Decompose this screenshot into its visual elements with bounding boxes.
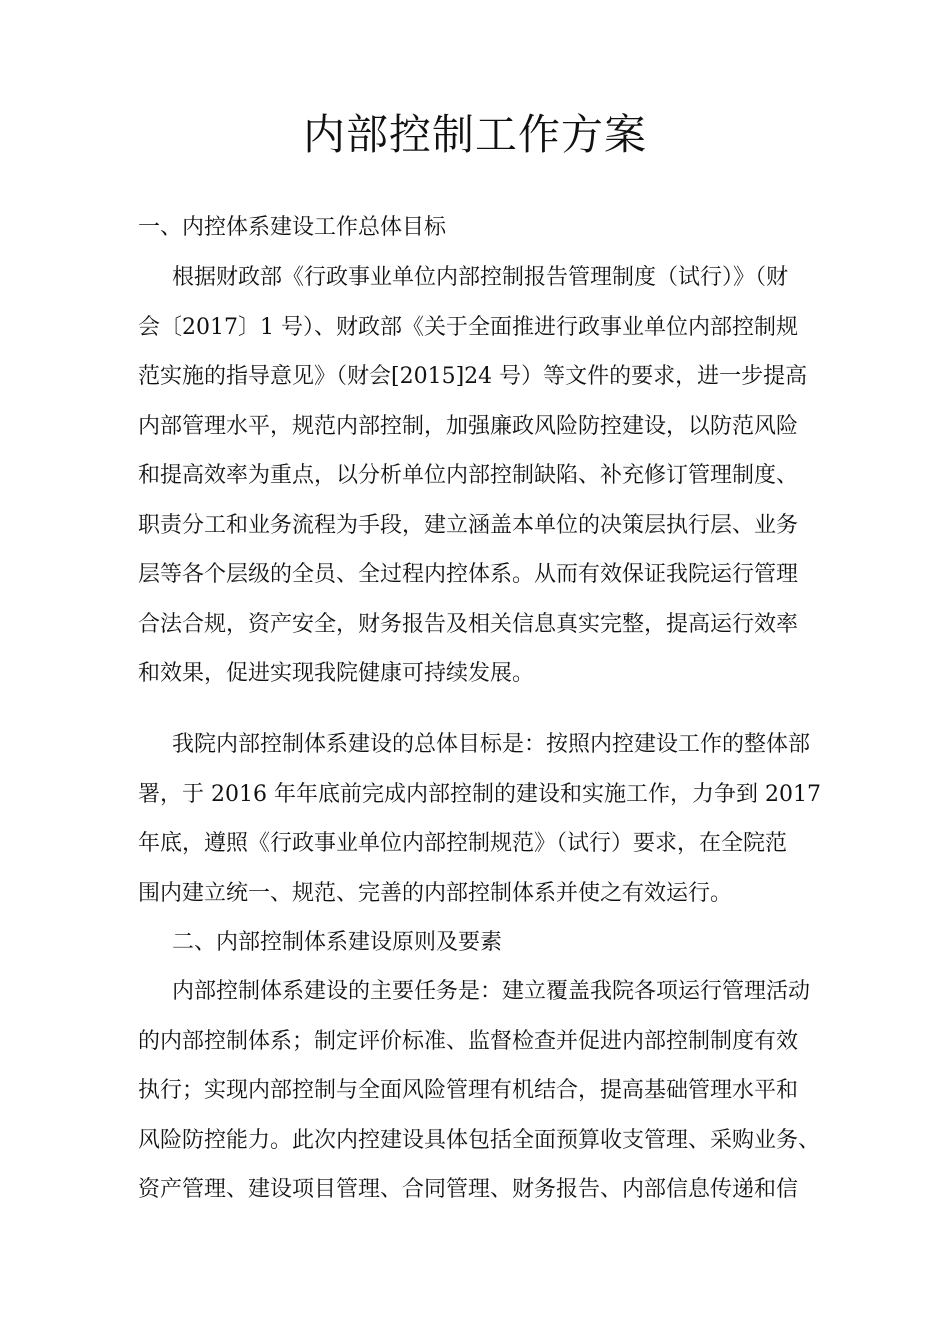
text-line: 根据财政部《行政事业单位内部控制报告管理制度（试行）》（财 (172, 265, 789, 290)
text-line: 资产管理、建设项目管理、合同管理、财务报告、内部信息传递和信 (138, 1177, 799, 1202)
text-line: 风险防控能力。此次内控建设具体包括全面预算收支管理、采购业务、 (138, 1127, 821, 1153)
section-2-paragraph-1 (138, 967, 828, 1215)
document-title: 内部控制工作方案 (302, 110, 647, 159)
text-line: 的内部控制体系；制定评价标准、监督检查并促进内部控制制度有效 (138, 1028, 799, 1054)
text-line: 和提高效率为重点，以分析单位内部控制缺陷、补充修订管理制度、 (138, 463, 799, 488)
text-line: 执行；实现内部控制与全面风险管理有机结合，提高基础管理水平和 (138, 1078, 799, 1103)
text-line: 围内建立统一、规范、完善的内部控制体系并使之有效运行。 (138, 880, 733, 906)
section-1-heading: 一、内控体系建设工作总体目标 (138, 215, 447, 240)
text-line: 层等各个层级的全员、全过程内控体系。从而有效保证我院运行管理 (138, 562, 799, 587)
text-line: 和效果，促进实现我院健康可持续发展。 (138, 661, 535, 686)
section-2-heading: 二、内部控制体系建设原则及要素 (172, 930, 503, 955)
text-line: 我院内部控制体系建设的总体目标是：按照内控建设工作的整体部 (172, 732, 811, 757)
text-line: 职责分工和业务流程为手段，建立涵盖本单位的决策层执行层、业务 (138, 512, 799, 538)
text-line: 内部管理水平，规范内部控制，加强廉政风险防控建设，以防范风险 (138, 413, 799, 439)
section-1-paragraph-1 (138, 253, 828, 699)
text-line: 会〔2017〕1 号）、财政部《关于全面推进行政事业单位内部控制规 (138, 314, 798, 340)
text-line: 范实施的指导意见》（财会[2015]24 号）等文件的要求，进一步提高 (138, 364, 808, 389)
text-line: 年底，遵照《行政事业单位内部控制规范》（试行）要求，在全院范 (138, 831, 788, 856)
text-line: 署，于 2016 年年底前完成内部控制的建设和实施工作，力争到 2017 (138, 781, 821, 807)
section-1-paragraph-2 (138, 720, 828, 918)
text-line: 内部控制体系建设的主要任务是：建立覆盖我院各项运行管理活动 (172, 979, 811, 1004)
text-line: 合法合规，资产安全，财务报告及相关信息真实完整，提高运行效率 (138, 611, 799, 637)
